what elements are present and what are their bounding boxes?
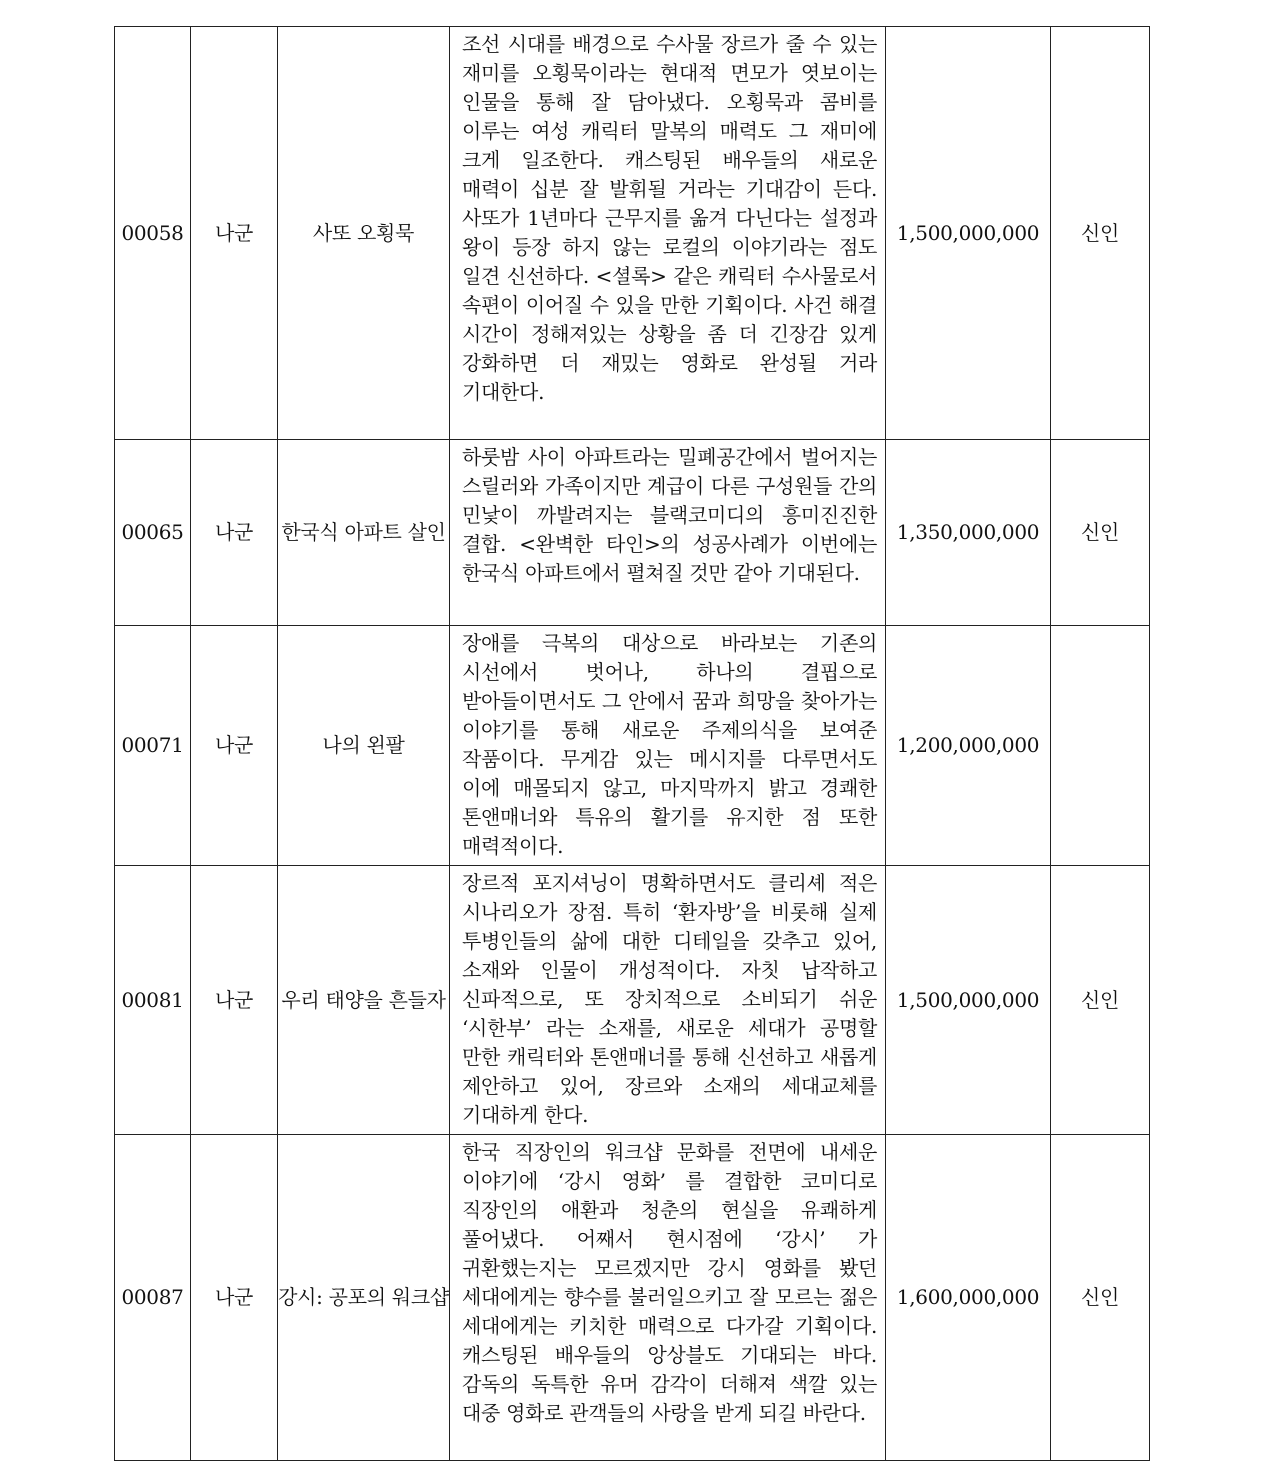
- row-note: 신인: [1051, 440, 1150, 626]
- row-amount: 1,350,000,000: [886, 440, 1051, 626]
- table-row: [115, 27, 1150, 440]
- row-amount: 1,600,000,000: [886, 1135, 1051, 1461]
- row-review-cell: [450, 1135, 886, 1461]
- row-id: 00058: [115, 27, 191, 440]
- row-id: 00065: [115, 440, 191, 626]
- table-row: [115, 626, 1150, 866]
- row-title: 사또 오횡묵: [278, 27, 450, 440]
- selection-table: [114, 26, 1150, 1461]
- row-category: 나군: [191, 626, 278, 866]
- row-id: 00081: [115, 866, 191, 1135]
- row-category: 나군: [191, 27, 278, 440]
- row-id: 00071: [115, 626, 191, 866]
- table-row: [115, 1135, 1150, 1461]
- row-id: 00087: [115, 1135, 191, 1461]
- row-review-cell: [450, 866, 886, 1135]
- row-review: 한국 직장인의 워크샵 문화를 전면에 내세운 이야기에 ‘강시 영화’ 를 결합한 코미디로 직장인의 애환과 청춘의 현실을 유쾌하게 풀어냈다. 어째서 현시점에 ‘강시’ 가 귀환했는지는 모르겠지만 강시 영화를 봤던 세대에게는 향수를 불러일으키고 잘 모르는 젊은 세대에게는 키치한 매력으로 다가갈 기획이다. 캐스팅된 배우들의 앙상블도 기대되는 바다. 감독의 독특한 유머 감각이 더해져 색깔 있는 대중 영화로 관객들의 사랑을 받게 되길 바란다.: [462, 1140, 877, 1425]
- row-note: 신인: [1051, 27, 1150, 440]
- row-review: 하룻밤 사이 아파트라는 밀폐공간에서 벌어지는 스릴러와 가족이지만 계급이 다른 구성원들 간의 민낯이 까발려지는 블랙코미디의 흥미진진한 결합. <완벽한 타인>의 성공사례가 이번에는 한국식 아파트에서 펼쳐질 것만 같아 기대된다.: [462, 445, 877, 585]
- row-note: 신인: [1051, 1135, 1150, 1461]
- row-category: 나군: [191, 866, 278, 1135]
- row-category: 나군: [191, 1135, 278, 1461]
- row-review-cell: [450, 626, 886, 866]
- row-review: 장애를 극복의 대상으로 바라보는 기존의 시선에서 벗어나, 하나의 결핍으로 받아들이면서도 그 안에서 꿈과 희망을 찾아가는 이야기를 통해 새로운 주제의식을 보여준 작품이다. 무게감 있는 메시지를 다루면서도 이에 매몰되지 않고, 마지막까지 밝고 경쾌한 톤앤매너와 특유의 활기를 유지한 점 또한 매력적이다.: [462, 631, 877, 858]
- row-title: 강시: 공포의 워크샵: [278, 1135, 450, 1461]
- row-review-cell: [450, 27, 886, 440]
- row-note: 신인: [1051, 866, 1150, 1135]
- table-row: [115, 440, 1150, 626]
- row-review: 장르적 포지셔닝이 명확하면서도 클리셰 적은 시나리오가 장점. 특히 ‘환자방’을 비롯해 실제 투병인들의 삶에 대한 디테일을 갖추고 있어, 소재와 인물이 개성적이다. 자칫 납작하고 신파적으로, 또 장치적으로 소비되기 쉬운 ‘시한부’ 라는 소재를, 새로운 세대가 공명할 만한 캐릭터와 톤앤매너를 통해 신선하고 새롭게 제안하고 있어, 장르와 소재의 세대교체를 기대하게 한다.: [462, 871, 877, 1127]
- row-title: 한국식 아파트 살인: [278, 440, 450, 626]
- row-amount: 1,200,000,000: [886, 626, 1051, 866]
- table-row: [115, 866, 1150, 1135]
- row-review: 조선 시대를 배경으로 수사물 장르가 줄 수 있는 재미를 오횡묵이라는 현대적 면모가 엿보이는 인물을 통해 잘 담아냈다. 오횡묵과 콤비를 이루는 여성 캐릭터 말복의 매력도 그 재미에 크게 일조한다. 캐스팅된 배우들의 새로운 매력이 십분 잘 발휘될 거라는 기대감이 든다. 사또가 1년마다 근무지를 옮겨 다닌다는 설정과 왕이 등장 하지 않는 로컬의 이야기라는 점도 일견 신선하다. <셜록> 같은 캐릭터 수사물로서 속편이 이어질 수 있을 만한 기획이다. 사건 해결 시간이 정해져있는 상황을 좀 더 긴장감 있게 강화하면 더 재밌는 영화로 완성될 거라 기대한다.: [462, 32, 877, 404]
- row-amount: 1,500,000,000: [886, 866, 1051, 1135]
- row-amount: 1,500,000,000: [886, 27, 1051, 440]
- row-title: 나의 왼팔: [278, 626, 450, 866]
- row-review-cell: [450, 440, 886, 626]
- row-note: [1051, 626, 1150, 866]
- row-category: 나군: [191, 440, 278, 626]
- row-title: 우리 태양을 흔들자: [278, 866, 450, 1135]
